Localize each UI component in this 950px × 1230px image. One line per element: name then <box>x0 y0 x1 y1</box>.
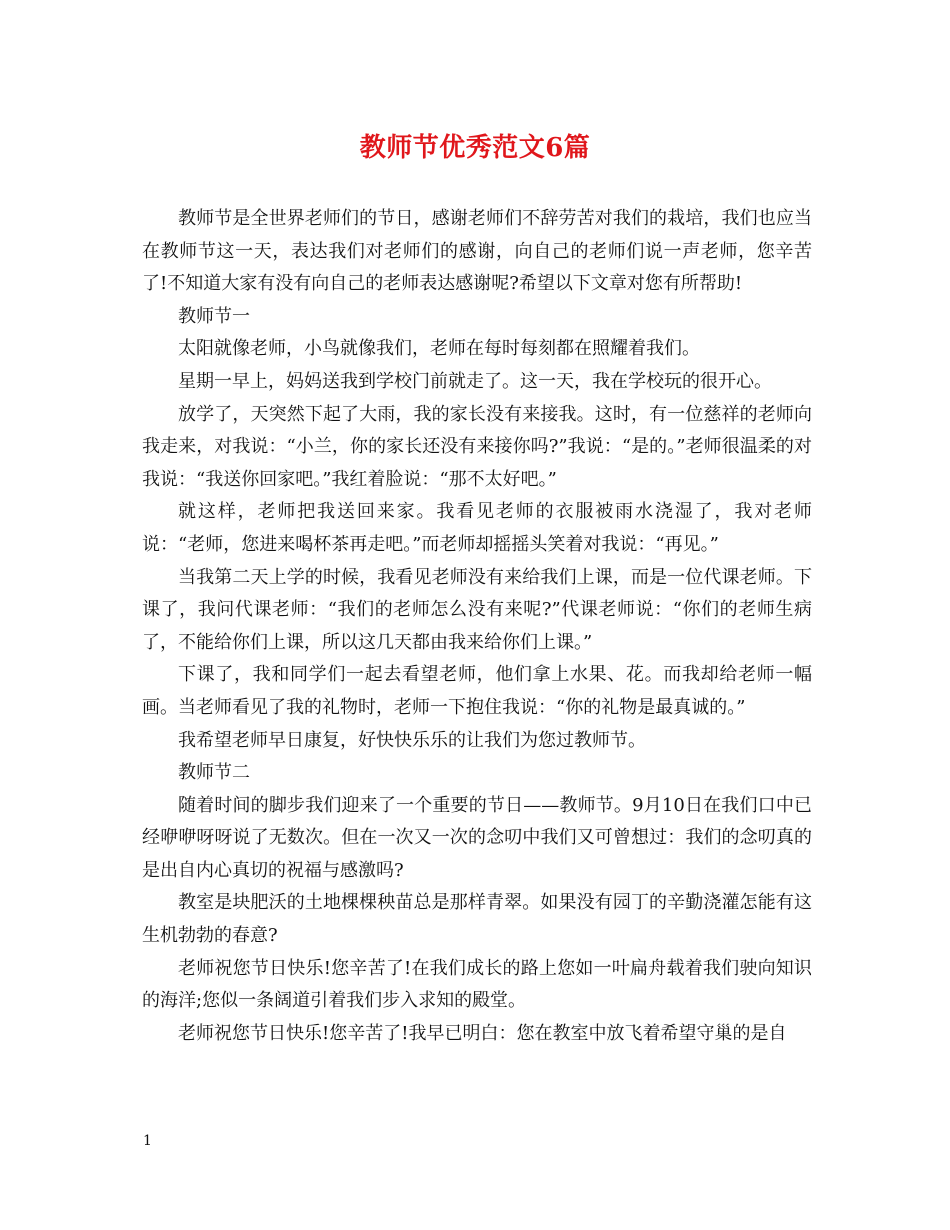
document-title: 教师节优秀范文6篇 <box>359 133 591 163</box>
paragraph: 星期一早上，妈妈送我到学校门前就走了。这一天，我在学校玩的很开心。 <box>178 370 772 392</box>
section-heading-2: 教师节二 <box>178 762 250 784</box>
section-heading-1: 教师节一 <box>178 305 250 327</box>
paragraph: 就这样，老师把我送回来家。我看见老师的衣服被雨水浇湿了，我对老师说：“老师，您进来喝杯茶再走吧。”而老师却摇摇头笑着对我说：“再见。” <box>142 501 812 555</box>
paragraph: 随着时间的脚步我们迎来了一个重要的节日——教师节。9月10日在我们口中已经咿咿呀呀说了无数次。但在一次又一次的念叨中我们又可曾想过：我们的念叨真的是出自内心真切的祝福与感激吗? <box>142 794 812 881</box>
paragraph: 放学了，天突然下起了大雨，我的家长没有来接我。这时，有一位慈祥的老师向我走来，对我说：“小兰，你的家长还没有来接你吗?”我说：“是的。”老师很温柔的对我说：“我送你回家吧。”我红着脸说：“那不太好吧。” <box>142 403 812 490</box>
paragraph: 教室是块肥沃的土地棵棵秧苗总是那样青翠。如果没有园丁的辛勤浇灌怎能有这生机勃勃的春意? <box>142 892 812 947</box>
document-body <box>142 203 812 1050</box>
paragraph: 我希望老师早日康复，好快快乐乐的让我们为您过教师节。 <box>178 729 646 751</box>
paragraph: 当我第二天上学的时候，我看见老师没有来给我们上课，而是一位代课老师。下课了，我问代课老师：“我们的老师怎么没有来呢?”代课老师说：“你们的老师生病了，不能给你们上课，所以这几天都由我来给你们上课。” <box>142 566 812 653</box>
paragraph: 下课了，我和同学们一起去看望老师，他们拿上水果、花。而我却给老师一幅画。当老师看见了我的礼物时，老师一下抱住我说：“你的礼物是最真诚的。” <box>142 664 812 718</box>
paragraph: 老师祝您节日快乐!您辛苦了!我早已明白：您在教室中放飞着希望守巢的是自 <box>178 1022 787 1044</box>
paragraph: 老师祝您节日快乐!您辛苦了!在我们成长的路上您如一叶扁舟载着我们驶向知识的海洋;您似一条阔道引着我们步入求知的殿堂。 <box>142 957 812 1012</box>
page-number: 1 <box>143 1133 152 1149</box>
paragraph: 太阳就像老师，小鸟就像我们，老师在每时每刻都在照耀着我们。 <box>178 338 700 360</box>
paragraph-intro: 教师节是全世界老师们的节日，感谢老师们不辞劳苦对我们的栽培，我们也应当在教师节这一天，表达我们对老师们的感谢，向自己的老师们说一声老师，您辛苦了!不知道大家有没有向自己的老师表达感谢呢?希望以下文章对您有所帮助! <box>142 208 812 295</box>
